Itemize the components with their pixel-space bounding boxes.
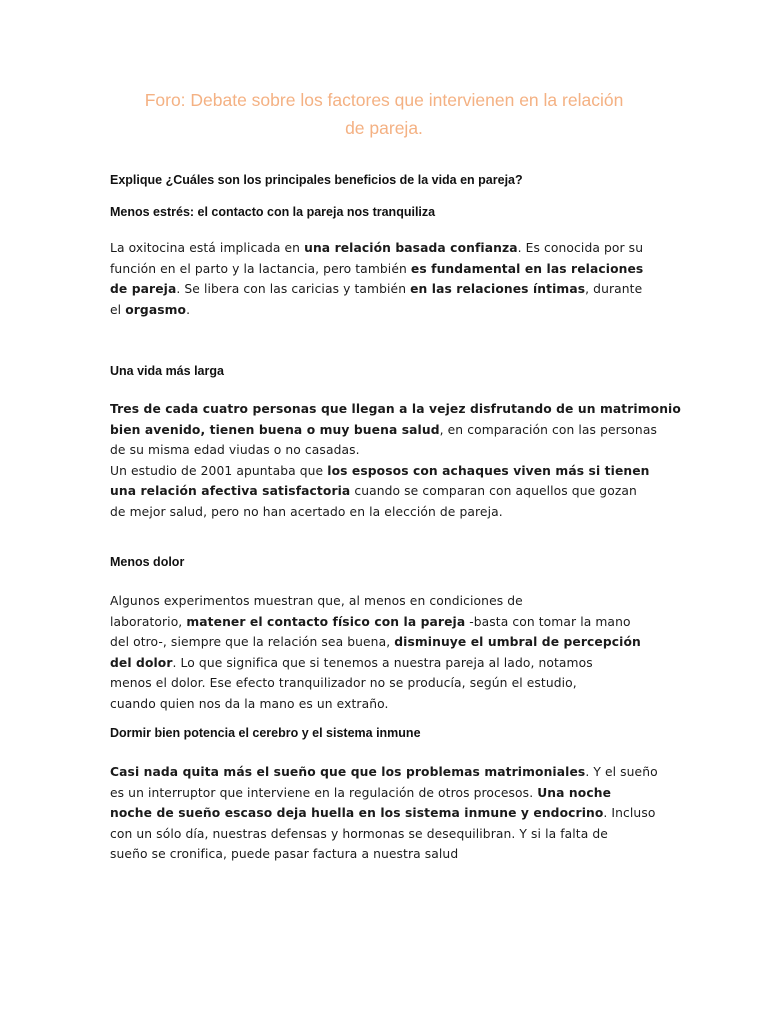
bold-text-run: una relación afectiva satisfactoria <box>110 484 351 498</box>
bold-text-run: bien avenido, tienen buena o muy buena salud <box>110 422 440 437</box>
paragraph-line <box>110 612 670 633</box>
bold-text-run: es fundamental en las relaciones <box>410 261 644 276</box>
text-run: con un sólo día, nuestras defensas y hormonas se desequilibran. Y si la falta de <box>110 826 608 841</box>
text-run: función en el parto y la lactancia, pero también <box>110 261 411 276</box>
paragraph-line <box>110 803 670 824</box>
paragraph-line <box>110 694 670 715</box>
question-text: Explique ¿Cuáles son los principales beneficios de la vida en pareja? <box>110 173 523 187</box>
text-run: Algunos experimentos muestran que, al menos en condiciones de <box>110 594 523 608</box>
section-paragraph <box>110 591 670 714</box>
paragraph-line <box>110 461 670 482</box>
text-run: . Lo que significa que si tenemos a nuestra pareja al lado, notamos <box>172 655 593 670</box>
section-heading: Dormir bien potencia el cerebro y el sistema inmune <box>110 726 421 740</box>
paragraph-line <box>110 762 670 783</box>
paragraph-line <box>110 481 670 502</box>
bold-text-run: orgasmo <box>125 302 187 317</box>
text-run: , en comparación con las personas <box>439 422 657 437</box>
bold-text-run: matener el contacto físico con la pareja <box>186 614 466 629</box>
paragraph-line <box>110 238 670 259</box>
text-run: de su misma edad viudas o no casadas. <box>110 443 360 457</box>
bold-text-run: en las relaciones íntimas <box>410 282 586 296</box>
paragraph-line <box>110 783 670 804</box>
text-run: . Incluso <box>603 806 656 820</box>
text-run: La oxitocina está implicada en <box>110 241 305 255</box>
text-run: cuando se comparan con aquellos que gozan <box>350 484 637 498</box>
section-paragraph <box>110 762 670 865</box>
text-run: laboratorio, <box>110 614 187 629</box>
bold-text-run: de pareja <box>110 282 177 296</box>
text-run: Un estudio de 2001 apuntaba que <box>110 463 328 478</box>
text-run: de mejor salud, pero no han acertado en la elección de pareja. <box>110 504 503 519</box>
bold-text-run: Una noche <box>537 785 612 800</box>
paragraph-line <box>110 653 670 674</box>
paragraph-line <box>110 300 670 321</box>
text-run: el <box>110 302 126 317</box>
text-run: , durante <box>585 282 643 296</box>
text-run: -basta con tomar la mano <box>465 614 631 629</box>
title-line-1: Foro: Debate sobre los factores que intervienen en la relación <box>144 90 624 110</box>
paragraph-line <box>110 420 670 441</box>
paragraph-line <box>110 824 670 845</box>
text-run: . <box>186 302 191 317</box>
text-run: del otro-, siempre que la relación sea buena, <box>110 635 395 649</box>
section-paragraph <box>110 399 681 522</box>
text-run: . Se libera con las caricias y también <box>176 282 411 296</box>
paragraph-line <box>110 502 670 523</box>
bold-text-run: del dolor <box>110 655 173 670</box>
paragraph-line <box>110 440 670 461</box>
text-run: menos el dolor. Ese efecto tranquilizador no se producía, según el estudio, <box>110 676 577 690</box>
bold-text-run: disminuye el umbral de percepción <box>394 635 641 649</box>
text-run: cuando quien nos da la mano es un extraño. <box>110 696 389 711</box>
section-paragraph <box>110 238 670 320</box>
paragraph-line <box>110 399 681 420</box>
bold-text-run: los esposos con achaques viven más si tienen <box>327 463 650 478</box>
section-heading: Una vida más larga <box>110 364 224 378</box>
paragraph-line <box>110 844 670 865</box>
document-title <box>100 86 668 142</box>
bold-text-run: Tres de cada cuatro personas que llegan a la vejez disfrutando de un matrimonio <box>110 402 681 416</box>
text-run: . Y el sueño <box>585 765 658 779</box>
text-run: es un interruptor que interviene en la regulación de otros procesos. <box>110 785 538 800</box>
paragraph-line <box>110 279 670 300</box>
paragraph-line <box>110 673 670 694</box>
paragraph-line <box>110 591 670 612</box>
text-run: . Es conocida por su <box>517 241 644 255</box>
bold-text-run: noche de sueño escaso deja huella en los sistema inmune y endocrino <box>110 806 604 820</box>
title-line-2: de pareja. <box>345 118 423 138</box>
section-heading: Menos estrés: el contacto con la pareja nos tranquiliza <box>110 205 436 219</box>
paragraph-line <box>110 632 670 653</box>
bold-text-run: Casi nada quita más el sueño que que los problemas matrimoniales <box>110 765 586 779</box>
text-run: sueño se cronifica, puede pasar factura a nuestra salud <box>110 847 459 861</box>
paragraph-line <box>110 259 670 280</box>
bold-text-run: una relación basada confianza <box>304 241 518 255</box>
section-heading: Menos dolor <box>110 555 185 569</box>
